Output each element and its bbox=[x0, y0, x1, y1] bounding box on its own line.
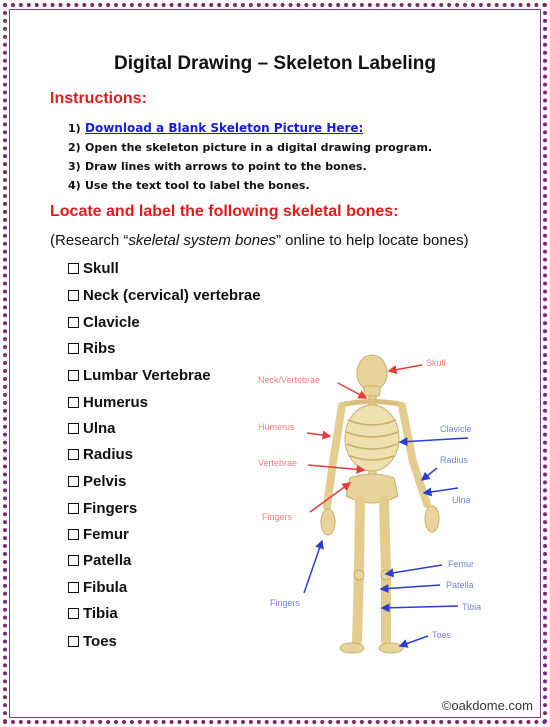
bone-label: Toes bbox=[83, 633, 117, 650]
figure-label: Tibia bbox=[462, 602, 482, 612]
bone-label: Fibula bbox=[83, 579, 128, 596]
step-text: Draw lines with arrows to point to the bones. bbox=[85, 160, 367, 173]
figure-label: Fingers bbox=[262, 512, 293, 522]
left-arm-shape bbox=[327, 406, 342, 507]
arrow-blue bbox=[400, 636, 428, 646]
bone-label: Radius bbox=[83, 446, 134, 463]
step-number: 3) bbox=[68, 160, 81, 173]
figure-label: Humerus bbox=[258, 422, 295, 432]
bone-label: Femur bbox=[83, 526, 129, 543]
bone-label: Pelvis bbox=[83, 473, 127, 490]
figure-label: Ulna bbox=[452, 495, 471, 505]
bone-label: Skull bbox=[83, 260, 119, 277]
figure-label: Patella bbox=[446, 580, 474, 590]
arrow-blue bbox=[386, 565, 442, 574]
instructions-heading: Instructions: bbox=[50, 90, 147, 107]
step-number: 4) bbox=[68, 179, 81, 192]
bone-label: Patella bbox=[83, 552, 132, 569]
left-hand-shape bbox=[321, 509, 335, 535]
figure-label: Fingers bbox=[270, 598, 301, 608]
copyright-credit: ©oakdome.com bbox=[441, 698, 533, 713]
figure-label: Neck/Vertebrae bbox=[258, 375, 321, 385]
arrow-blue bbox=[424, 488, 458, 493]
right-arm-shape bbox=[402, 406, 427, 504]
left-patella-shape bbox=[354, 570, 364, 580]
bone-label: Humerus bbox=[83, 394, 149, 411]
bone-label: Lumbar Vertebrae bbox=[83, 367, 211, 384]
figure-label: Toes bbox=[432, 630, 452, 640]
download-skeleton-link[interactable]: Download a Blank Skeleton Picture Here: bbox=[85, 121, 364, 135]
research-suffix: ” online to help locate bones) bbox=[275, 232, 469, 249]
arrow-blue bbox=[382, 606, 458, 608]
bone-label: Clavicle bbox=[83, 314, 140, 331]
jaw-shape bbox=[364, 386, 380, 396]
research-prefix: (Research “ bbox=[50, 232, 129, 249]
bone-label: Ulna bbox=[83, 420, 116, 437]
skeleton-illustration bbox=[321, 355, 439, 653]
arrow-red bbox=[307, 433, 330, 436]
step-number: 1) bbox=[68, 122, 81, 135]
bone-label: Ribs bbox=[83, 340, 116, 357]
arrow-red bbox=[389, 365, 422, 371]
bone-label: Neck (cervical) vertebrae bbox=[83, 287, 261, 304]
right-patella-shape bbox=[381, 570, 391, 580]
step-number: 2) bbox=[68, 141, 81, 154]
page-title: Digital Drawing – Skeleton Labeling bbox=[114, 53, 436, 74]
right-foot-shape bbox=[379, 643, 403, 653]
figure-label: Vertebrae bbox=[258, 458, 298, 468]
pelvis-shape bbox=[346, 474, 398, 503]
locate-heading: Locate and label the following skeletal bones: bbox=[50, 203, 399, 220]
step-text: Open the skeleton picture in a digital drawing program. bbox=[85, 141, 433, 154]
step-text: Use the text tool to label the bones. bbox=[85, 179, 310, 192]
figure-label: Skull bbox=[426, 358, 446, 368]
research-emphasis: skeletal system bones bbox=[128, 232, 276, 249]
arrow-blue bbox=[422, 468, 437, 480]
figure-label: Femur bbox=[448, 559, 475, 569]
left-foot-shape bbox=[340, 643, 364, 653]
figure-label: Clavicle bbox=[440, 424, 472, 434]
arrow-blue bbox=[304, 541, 322, 593]
right-hand-shape bbox=[425, 506, 439, 532]
bone-label: Fingers bbox=[83, 500, 138, 517]
bone-label: Tibia bbox=[83, 605, 118, 622]
figure-label: Radius bbox=[440, 455, 469, 465]
ribcage-shape bbox=[345, 405, 399, 471]
